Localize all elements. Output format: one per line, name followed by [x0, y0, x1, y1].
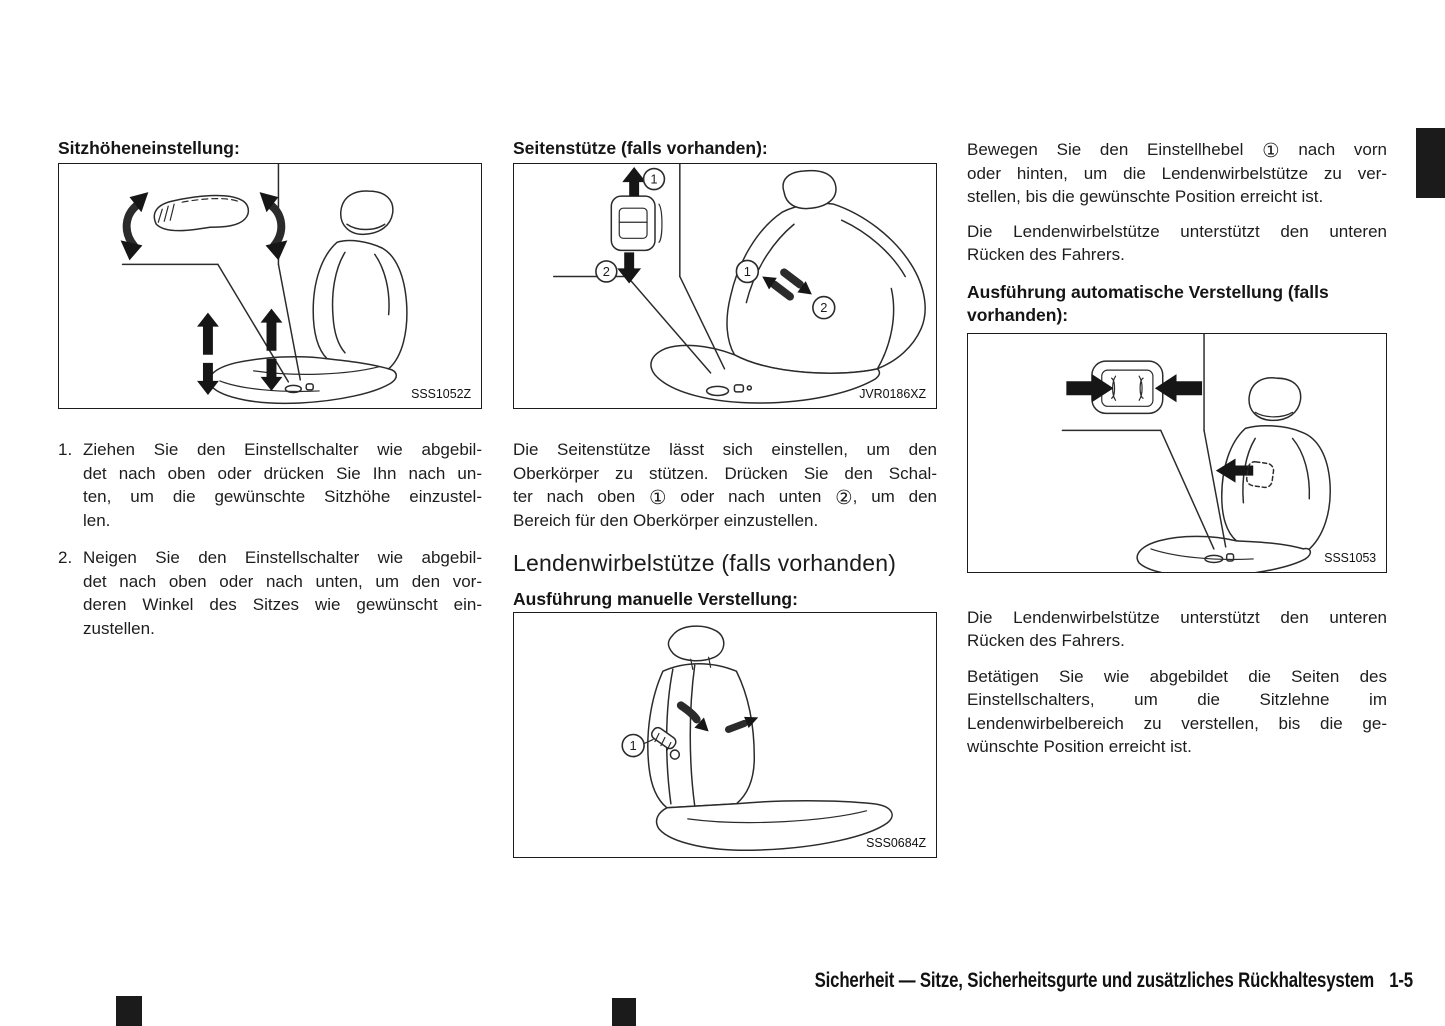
svg-text:1: 1 [743, 263, 751, 279]
text-line: det nach oben oder nach unten, um den vor- [83, 571, 482, 591]
text-line: vorhanden): [967, 305, 1069, 325]
registration-mark-right [612, 998, 636, 1026]
text-line: det nach oben oder drücken Sie Ihn nach un- [83, 463, 482, 483]
text-line: Bereich für den Oberkörper einzustellen. [513, 510, 819, 530]
figure-seat-height-adjustment [58, 163, 482, 409]
text-line: wünschte Position erreicht ist. [967, 737, 1192, 756]
svg-text:2: 2 [820, 300, 828, 316]
figure-code-label: SSS1053 [1324, 550, 1377, 565]
column-lumbar [967, 138, 1387, 759]
page-footer [283, 969, 1413, 993]
column-seat-height [58, 138, 482, 654]
figure-code-label: JVR0186XZ [859, 386, 927, 401]
side-support-switch [596, 167, 665, 283]
lumbar-auto-switch [1066, 361, 1202, 413]
figure-code-label: SSS0684Z [866, 835, 927, 850]
text-line: Lendenwirbelbereich zu verstellen, bis die ge- [967, 713, 1387, 733]
svg-text:2: 2 [602, 263, 610, 279]
text-line: ter nach oben ① oder nach unten ②, um den [513, 486, 937, 509]
chapter-tab-marker [1416, 128, 1445, 198]
heading-seitenstuetze: Seitenstütze (falls vorhanden): [513, 138, 768, 158]
height-switch-lever [154, 196, 248, 231]
seat-height-illustration [59, 164, 481, 408]
text-line: Rücken des Fahrers. [967, 631, 1125, 650]
list-number: 1. [58, 440, 73, 459]
paragraph-switch-sides [967, 665, 1387, 759]
text-line: zustellen. [83, 618, 155, 638]
heading-sitzhoeheneinstellung: Sitzhöheneinstellung: [58, 138, 240, 158]
footer-page-number: 1-5 [1389, 969, 1413, 992]
text-line: Einstellschalters, um die Sitzlehne im [967, 690, 1387, 709]
rotate-arrow-left-icon [121, 192, 149, 260]
figure-lumbar-manual [513, 612, 937, 858]
text-line: Neigen Sie den Einstellschalter wie abgebil- [83, 548, 482, 567]
list-item [58, 546, 482, 640]
text-line: Ausführung automatische Verstellung (falls [967, 281, 1329, 302]
seat-drawing [648, 626, 892, 850]
svg-text:1: 1 [629, 737, 637, 754]
lumbar-manual-illustration [514, 613, 936, 857]
text-line: deren Winkel des Sitzes wie gewünscht ein- [83, 595, 482, 614]
text-line: Die Lendenwirbelstütze unterstützt den unteren [967, 607, 1387, 627]
seat-markers [622, 734, 644, 756]
paragraph-lumbar-support [967, 220, 1387, 267]
column-side-support [513, 138, 937, 858]
subheading-manuelle-verstellung: Ausführung manuelle Verstellung: [513, 589, 798, 609]
text-line: Ziehen Sie den Einstellschalter wie abgebil- [83, 440, 482, 459]
paragraph-lumbar-lever [967, 138, 1387, 209]
text-line: Bewegen Sie den Einstellhebel ① nach vorn [967, 139, 1387, 162]
list-text [83, 438, 482, 532]
text-line: oder hinten, um die Lendenwirbelstütze zu ver- [967, 163, 1387, 183]
text-line: Rücken des Fahrers. [967, 245, 1125, 264]
svg-text:1: 1 [650, 171, 658, 187]
registration-mark-left [116, 996, 142, 1026]
text-line: stellen, bis die gewünschte Position erreicht ist. [967, 187, 1324, 206]
text-line: Die Seitenstütze lässt sich einstellen, um den [513, 440, 937, 459]
text-line: Oberkörper zu stützen. Drücken Sie den Schal- [513, 463, 937, 483]
list-text [83, 546, 482, 640]
rotate-arrow-right-icon [260, 192, 288, 260]
footer-chapter-title: Sicherheit — Sitze, Sicherheitsgurte und zusätzliches Rückhaltesystem [814, 969, 1374, 992]
seat-drawing [651, 171, 925, 403]
paragraph-side-support [513, 438, 937, 532]
side-support-illustration [514, 164, 936, 408]
text-line: Die Lendenwirbelstütze unterstützt den unteren [967, 221, 1387, 241]
paragraph-lumbar-support-2 [967, 606, 1387, 653]
list-number: 2. [58, 548, 73, 567]
inset-callout [554, 164, 725, 373]
text-line: len. [83, 510, 111, 530]
figure-side-support [513, 163, 937, 409]
figure-code-label: SSS1052Z [411, 386, 472, 401]
subheading-automatische-verstellung [967, 281, 1387, 328]
heading-lendenwirbelstuetze: Lendenwirbelstütze (falls vorhanden) [513, 550, 897, 576]
numbered-instructions [58, 438, 482, 640]
lumbar-automatic-illustration [968, 334, 1386, 572]
text-line: ten, um die gewünschte Sitzhöhe einzustel- [83, 487, 482, 506]
list-item [58, 438, 482, 532]
figure-lumbar-automatic [967, 333, 1387, 573]
text-line: Betätigen Sie wie abgebildet die Seiten des [967, 666, 1387, 686]
